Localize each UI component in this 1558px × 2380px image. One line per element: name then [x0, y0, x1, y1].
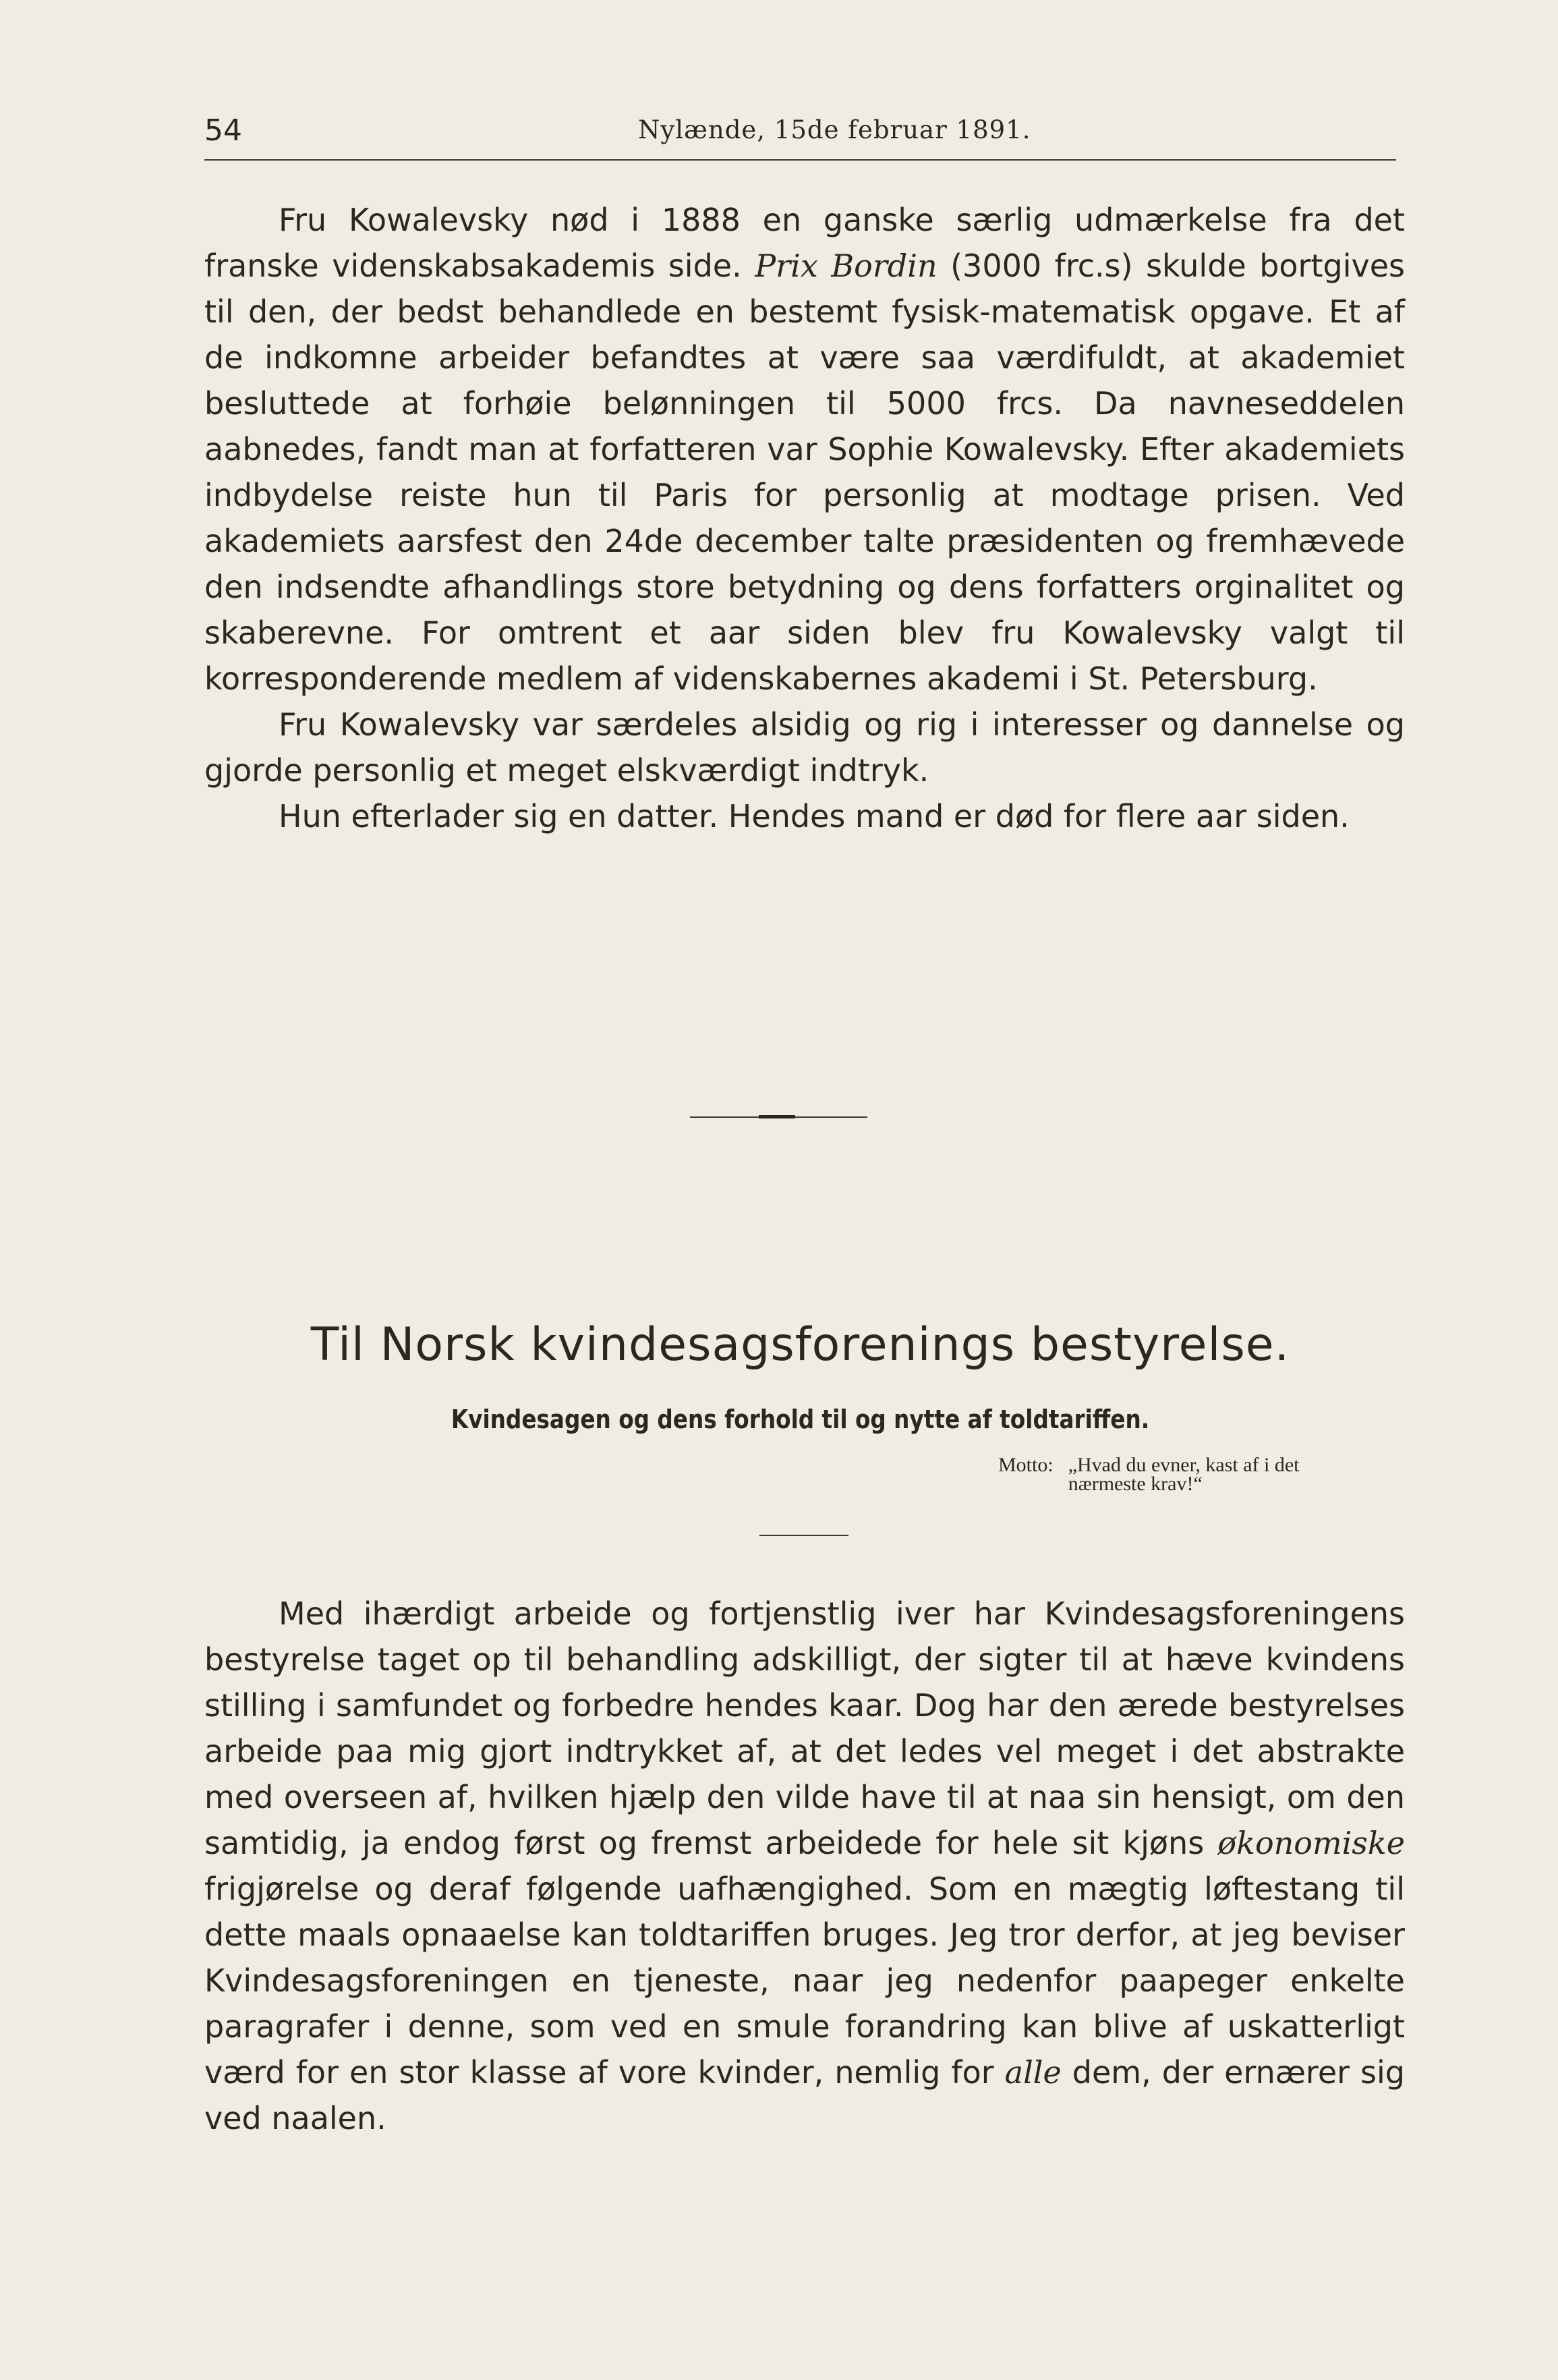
motto	[998, 1456, 1365, 1494]
paragraph-1: Med ihærdigt arbeide og fortjenstlig iver har Kvindesagsforeningens bestyrelse taget op til behandling adskilligt, der sigter til at hæve kvindens stilling i samfundet og forbedre hendes kaar. Dog har den ærede bestyrelses arbeide paa mig gjort indtrykket af, at det ledes vel meget i det abstrakte med overseen af, hvilken hjælp den vilde have til at naa sin hensigt, om den samtidig, ja endog først og fremst arbeidede for hele sit kjøns økonomiske frigjørelse og deraf følgende uafhængighed. Som en mægtig løftestang til dette maals opnaaelse kan toldtariffen bruges. Jeg tror derfor, at jeg beviser Kvindesagsforeningen en tjeneste, naar jeg nedenfor paapeger enkelte paragrafer i denne, som ved en smule forandring kan blive af uskatterligt værd for en stor klasse af vore kvinder, nemlig for alle dem, der ernærer sig ved naalen.	[204, 1595, 1406, 2136]
running-title: Nylænde, 15de februar 1891.	[638, 115, 1031, 144]
paragraph-1: Fru Kowalevsky nød i 1888 en ganske særlig udmærkelse fra det franske videnskabsakademis side. Prix Bordin (3000 frc.s) skulde bortgives til den, der bedst behandlede en bestemt fysisk-matematisk opgave. Et af de indkomne arbeider befandtes at være saa værdifuldt, at akademiet besluttede at forhøie belønningen til 5000 frcs. Da navneseddelen aabnedes, fandt man at forfatteren var Sophie Kowalevsky. Efter akademiets indbydelse reiste hun til Paris for personlig at modtage prisen. Ved akademiets aarsfest den 24de december talte præsidenten og fremhævede den indsendte afhandlings store betydning og dens forfatters orginalitet og skaberevne. For omtrent et aar siden blev fru Kowalevsky valgt til korresponderende medlem af videnskabernes akademi i St. Petersburg.	[204, 202, 1405, 697]
section-title: Til Norsk kvindesagsforenings bestyrelse.	[310, 1318, 1290, 1371]
paragraph-3: Hun efterlader sig en datter. Hendes mand er død for flere aar siden.	[279, 798, 1350, 834]
paragraph-2: Fru Kowalevsky var særdeles alsidig og rig i interesser og dannelse og gjorde personlig et meget elskværdigt indtryk.	[204, 706, 1405, 789]
motto-text: „Hvad du evner, kast af i det nærmeste krav!“	[1068, 1454, 1300, 1495]
motto-label: Motto:	[998, 1454, 1054, 1476]
section-subtitle: Kvindesagen og dens forhold til og nytte af toldtariffen.	[451, 1405, 1150, 1434]
emphasis-okonomiske: økonomiske	[1217, 1825, 1405, 1861]
article-toldtariffen	[204, 1591, 1405, 2141]
page-number: 54	[204, 113, 242, 148]
section-separator	[690, 1116, 867, 1118]
article-kowalevsky	[204, 197, 1405, 839]
header-rule	[204, 159, 1396, 161]
page-header	[204, 108, 1396, 162]
motto-separator	[759, 1535, 848, 1536]
emphasis-alle: alle	[1004, 2054, 1062, 2091]
prize-name: Prix Bordin	[755, 248, 937, 284]
